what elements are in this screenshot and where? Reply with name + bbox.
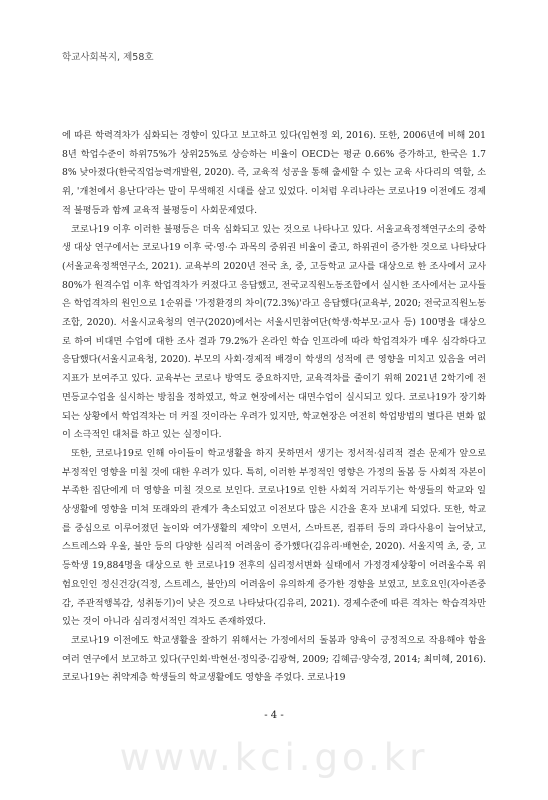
running-header: 학교사회복지, 제58호 <box>62 52 154 63</box>
page-number: - 4 - <box>264 710 284 721</box>
watermark: www.kci.go.kr <box>119 736 429 779</box>
body-text <box>62 127 486 688</box>
paragraph-1: 에 따른 학력격차가 심화되는 경향이 있다고 보고하고 있다(임현정 외, 2016). 또한, 2006년에 비해 2018년 학업수준이 하위75%가 상위25%로 상승하는 비율이 OECD는 평균 0.66% 증가하고, 한국은 1.78% 낮아졌다(한국직업능력개발원, 2020). 즉, 교육적 성공을 통해 출세할 수 있는 교육 사다리의 역할, 소위, '개천에서 용난다'라는 말이 무색해진 시대를 살고 있었다. 이처럼 우리나라는 코로나19 이전에도 경제적 불평등과 함께 교육적 불평등이 사회문제였다. <box>62 130 486 216</box>
paragraph-4: 코로나19 이전에도 학교생활을 잘하기 위해서는 가정에서의 돌봄과 양육이 긍정적으로 작용해야 함을 여러 연구에서 보고하고 있다(구인회·박현선·정익중·김광혁, 2009; 김혜금·양숙경, 2014; 최미혜, 2016). 코로나19는 취약계층 학생들의 학교생활에도 영향을 주었다. 코로나19 <box>62 634 486 684</box>
paragraph-2: 코로나19 이후 이러한 불평등은 더욱 심화되고 있는 것으로 나타나고 있다. 서울교육정책연구소의 중학생 대상 연구에서는 코로나19 이후 국·영·수 과목의 중위권 비율이 줄고, 하위권이 증가한 것으로 나타났다(서울교육정책연구소, 2021). 교육부의 2020년 전국 초, 중, 고등학교 교사를 대상으로 한 조사에서 교사 80%가 원격수업 이후 학업격차가 커졌다고 응답했고, 전국교직원노동조합에서 실시한 조사에서는 교사들은 학업격차의 원인으로 1순위를 '가정환경의 차이(72.3%)'라고 응답했다(교육부, 2020; 전국교직원노동조합, 2020). 서울시교육청의 연구(2020)에서는 서울시민참여단(학생·학부모·교사 등) 100명을 대상으로 하여 비대면 수업에 대한 조사 결과 79.2%가 온라인 학습 인프라에 따라 학업격차가 매우 심각하다고 응답했다(서울시교육청, 2020). 부모의 사회·경제적 배경이 학생의 성적에 큰 영향을 미치고 있음을 여러 지표가 보여주고 있다. 교육부는 코로나 방역도 중요하지만, 교육격차를 줄이기 위해 2021년 2학기에 전면등교수업을 실시하는 방침을 정하였고, 학교 현장에서는 대면수업이 실시되고 있다. 코로나19가 장기화되는 상황에서 학업격차는 더 커질 것이라는 우려가 있지만, 학교현장은 여전히 학업방법의 별다른 변화 없이 소극적인 대처를 하고 있는 실정이다. <box>62 223 486 441</box>
paragraph-3: 또한, 코로나19로 인해 아이들이 학교생활을 하지 못하면서 생기는 정서적·심리적 결손 문제가 앞으로 부정적인 영향을 미칠 것에 대한 우려가 있다. 특히, 이러한 부정적인 영향은 가정의 돌봄 등 사회적 자본이 부족한 집단에게 더 영향을 미칠 것으로 보인다. 코로나19로 인한 사회적 거리두기는 학생들의 학교와 일상생활에 영향을 미쳐 또래와의 관계가 축소되었고 이전보다 많은 시간을 혼자 보내게 되었다. 또한, 학교를 중심으로 이루어졌던 놀이와 여가생활의 제약이 오면서, 스마트폰, 컴퓨터 등의 과다사용이 늘어났고, 스트레스와 우울, 불안 등의 다양한 심리적 어려움이 증가했다(김유리·배현순, 2020). 서울지역 초, 중, 고등학생 19,884명을 대상으로 한 코로나19 전후의 심리정서변화 실태에서 가정경제상황이 어려울수록 위험요인인 정신건강(걱정, 스트레스, 불안)의 어려움이 유의하게 증가한 경향을 보였고, 보호요인(자아존중감, 주관적행복감, 성취동기)이 낮은 것으로 나타났다(김유리, 2021). 경제수준에 따른 격차는 학습격차만 있는 것이 아니라 심리정서적인 격차도 존재하였다. <box>62 447 486 628</box>
